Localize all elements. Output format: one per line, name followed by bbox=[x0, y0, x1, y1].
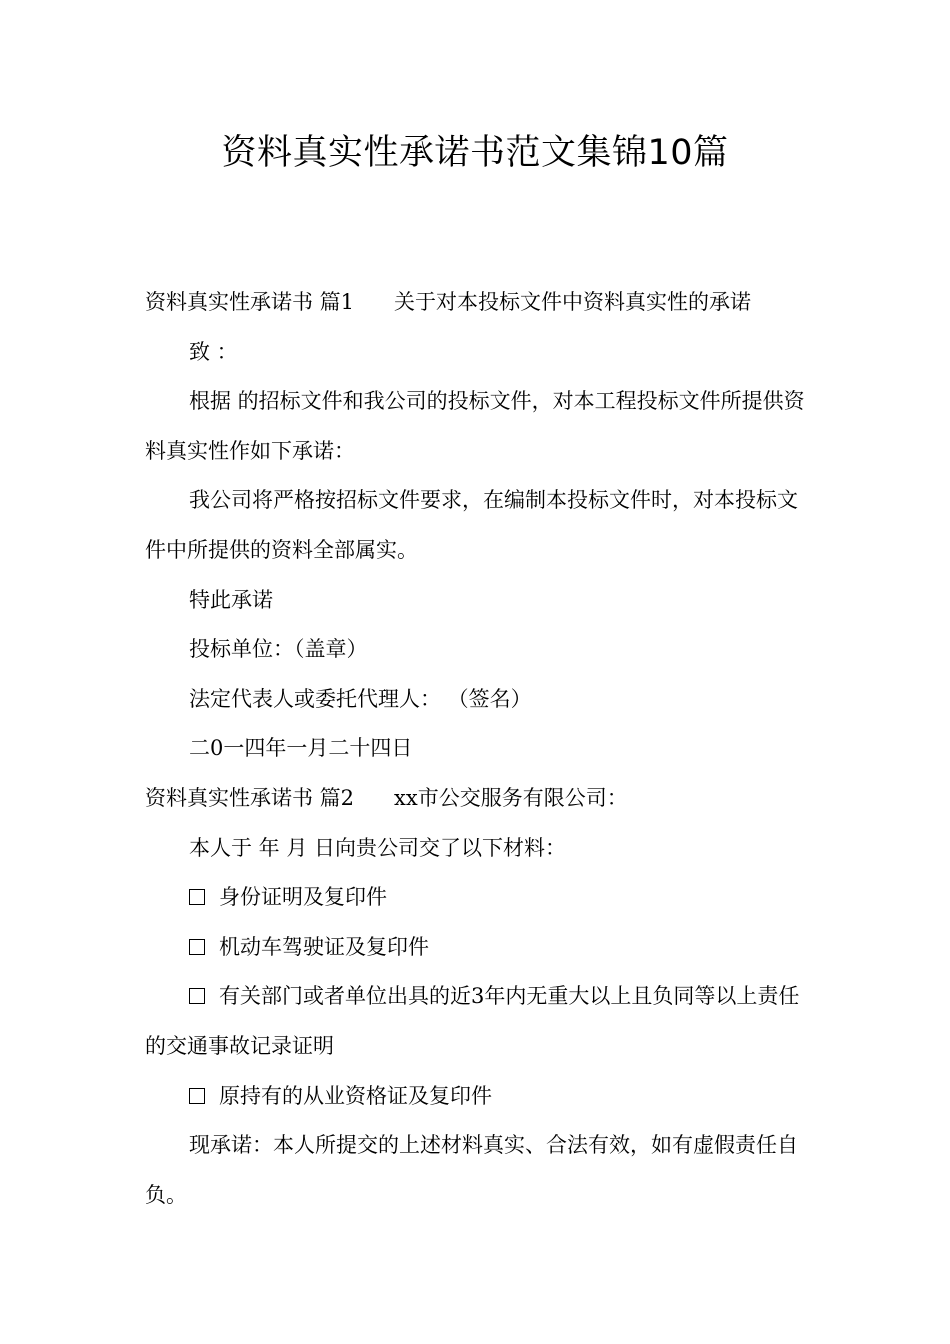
section2-intro: 本人于 年 月 日向贵公司交了以下材料： bbox=[189, 835, 567, 860]
checklist-item bbox=[145, 1072, 807, 1122]
document-title: 资料真实性承诺书范文集锦10篇 bbox=[221, 133, 729, 173]
section1-heading: 资料真实性承诺书 篇1 bbox=[145, 290, 355, 314]
section1-para1: 根据 的招标文件和我公司的投标文件，对本工程投标文件所提供资料真实性作如下承诺： bbox=[145, 389, 805, 463]
checklist-item bbox=[145, 923, 807, 973]
checkbox-icon bbox=[189, 939, 205, 955]
section2-pledge: 现承诺：本人所提交的上述材料真实、合法有效，如有虚假责任自负。 bbox=[145, 1133, 798, 1207]
section2-heading-line bbox=[145, 774, 807, 824]
section1-rep: 法定代表人或委托代理人： （签名） bbox=[189, 686, 532, 711]
section1-date: 二0一四年一月二十四日 bbox=[189, 736, 413, 761]
section1-para2: 我公司将严格按招标文件要求，在编制本投标文件时，对本投标文件中所提供的资料全部属实。 bbox=[145, 488, 798, 562]
checklist-item-label: 机动车驾驶证及复印件 bbox=[219, 934, 429, 959]
checklist-item bbox=[145, 972, 807, 1071]
section1-heading-line bbox=[145, 278, 807, 328]
checkbox-icon bbox=[189, 889, 205, 905]
checkbox-icon bbox=[189, 988, 205, 1004]
section2-addressee: xx市公交服务有限公司： bbox=[394, 785, 628, 810]
section1-closing: 特此承诺 bbox=[189, 587, 273, 612]
checklist-item bbox=[145, 873, 807, 923]
checklist-item-label: 有关部门或者单位出具的近3年内无重大以上且负同等以上责任的交通事故记录证明 bbox=[145, 984, 800, 1058]
checklist-item-label: 身份证明及复印件 bbox=[219, 885, 387, 910]
section1-unit: 投标单位：（盖章） bbox=[189, 637, 368, 662]
section2-heading: 资料真实性承诺书 篇2 bbox=[145, 785, 355, 810]
document-body bbox=[145, 278, 807, 1220]
section1-subject: 关于对本投标文件中资料真实性的承诺 bbox=[394, 290, 752, 314]
checkbox-icon bbox=[189, 1088, 205, 1104]
checklist-item-label: 原持有的从业资格证及复印件 bbox=[219, 1083, 492, 1108]
section1-to: 致 ： bbox=[189, 339, 238, 364]
